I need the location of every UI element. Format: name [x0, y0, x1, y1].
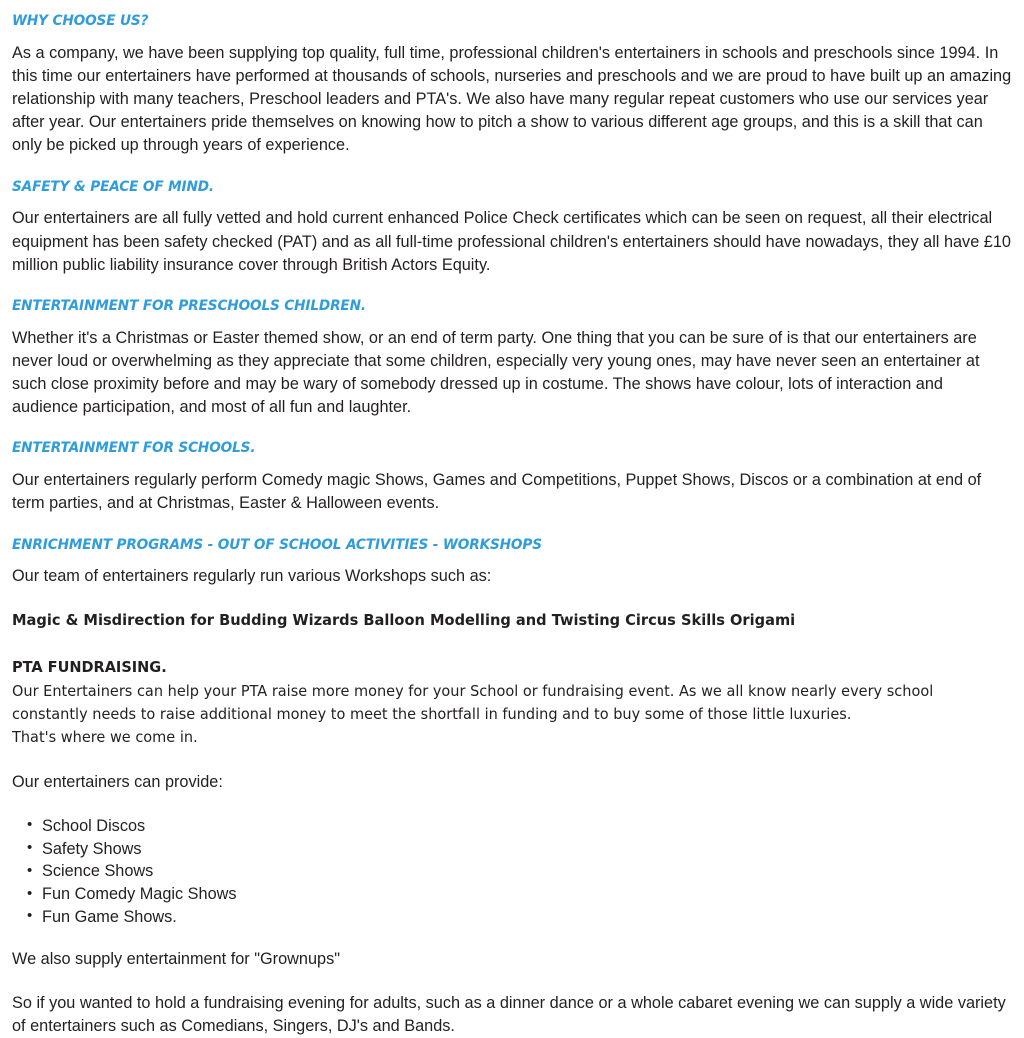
heading-enrichment-programs: ENRICHMENT PROGRAMS - OUT OF SCHOOL ACTIVITIES - WORKSHOPS: [12, 536, 542, 553]
paragraph-safety-peace-of-mind: Our entertainers are all fully vetted and hold current enhanced Police Check certificates which can be seen on request, all their electrical equipment has been safety checked (PAT) and as all full-time professional children's entertainers should have nowadays, they all have £10 million public liability insurance cover through British Actors Equity.: [12, 209, 1011, 274]
list-item: • School Discos: [12, 815, 1012, 838]
heading-entertainment-for-schools: ENTERTAINMENT FOR SCHOOLS.: [12, 440, 256, 457]
paragraph-entertainment-for-preschools: Whether it's a Christmas or Easter themed show, or an end of term party. One thing that you can be sure of is that our entertainers are never loud or overwhelming as they appreciate that some children, especially very young ones, may have never seen an entertainer at such close proximity before and may be wary of somebody dressed up in costume. The shows have colour, lots of interaction and audience participation, and most of all fun and laughter.: [12, 328, 980, 417]
list-item: • Science Shows: [12, 860, 1012, 883]
heading-entertainment-for-preschools: ENTERTAINMENT FOR PRESCHOOLS CHILDREN.: [12, 297, 366, 314]
paragraph-closing: So if you wanted to hold a fundraising evening for adults, such as a dinner dance or a whole cabaret evening we can supply a wide variety of entertainers such as Comedians, Singers, DJ's and Bands.: [12, 993, 1006, 1036]
list-item: • Fun Comedy Magic Shows: [12, 883, 1012, 906]
workshops-list-line: Magic & Misdirection for Budding Wizards Balloon Modelling and Twisting Circus Skills Origami: [12, 611, 796, 630]
paragraph-why-choose-us: As a company, we have been supplying top quality, full time, professional children's entertainers in schools and preschools since 1994. In this time our entertainers have performed at thousands of schools, nurseries and preschools and we are proud to have built up an amazing relationship with many teachers, Preschool leaders and PTA's. We also have many regular repeat customers who use our services year after year. Our entertainers pride themselves on knowing how to pitch a show to various different age groups, and this is a skill that can only be picked up through years of experience.: [12, 43, 1012, 155]
paragraph-enrichment-programs: Our team of entertainers regularly run various Workshops such as:: [12, 567, 492, 586]
paragraph-grownups: We also supply entertainment for "Grownups": [12, 949, 340, 968]
heading-pta-fundraising: PTA FUNDRAISING.: [12, 658, 167, 677]
pta-line-3: That's where we come in.: [12, 728, 198, 747]
provide-list: [12, 815, 1012, 929]
pta-line-1: Our Entertainers can help your PTA raise more money for your School or fundraising event. As we all know nearly every school: [12, 681, 934, 700]
spacer-after-pta: [12, 750, 1012, 771]
paragraph-entertainment-for-schools: Our entertainers regularly perform Comedy magic Shows, Games and Competitions, Puppet Shows, Discos or a combination at end of term parties, and at Christmas, Easter & Halloween events.: [12, 471, 982, 513]
heading-why-choose-us: WHY CHOOSE US?: [12, 13, 149, 29]
paragraph-provide-intro: Our entertainers can provide:: [12, 772, 223, 791]
pta-fundraising-block: [12, 656, 967, 749]
list-item: • Safety Shows: [12, 838, 1012, 861]
list-item: • Fun Game Shows.: [12, 906, 1012, 929]
heading-safety-peace-of-mind: SAFETY & PEACE OF MIND.: [12, 178, 214, 195]
pta-line-2: constantly needs to raise additional money to meet the shortfall in funding and to buy some of those little luxuries.: [12, 705, 852, 723]
